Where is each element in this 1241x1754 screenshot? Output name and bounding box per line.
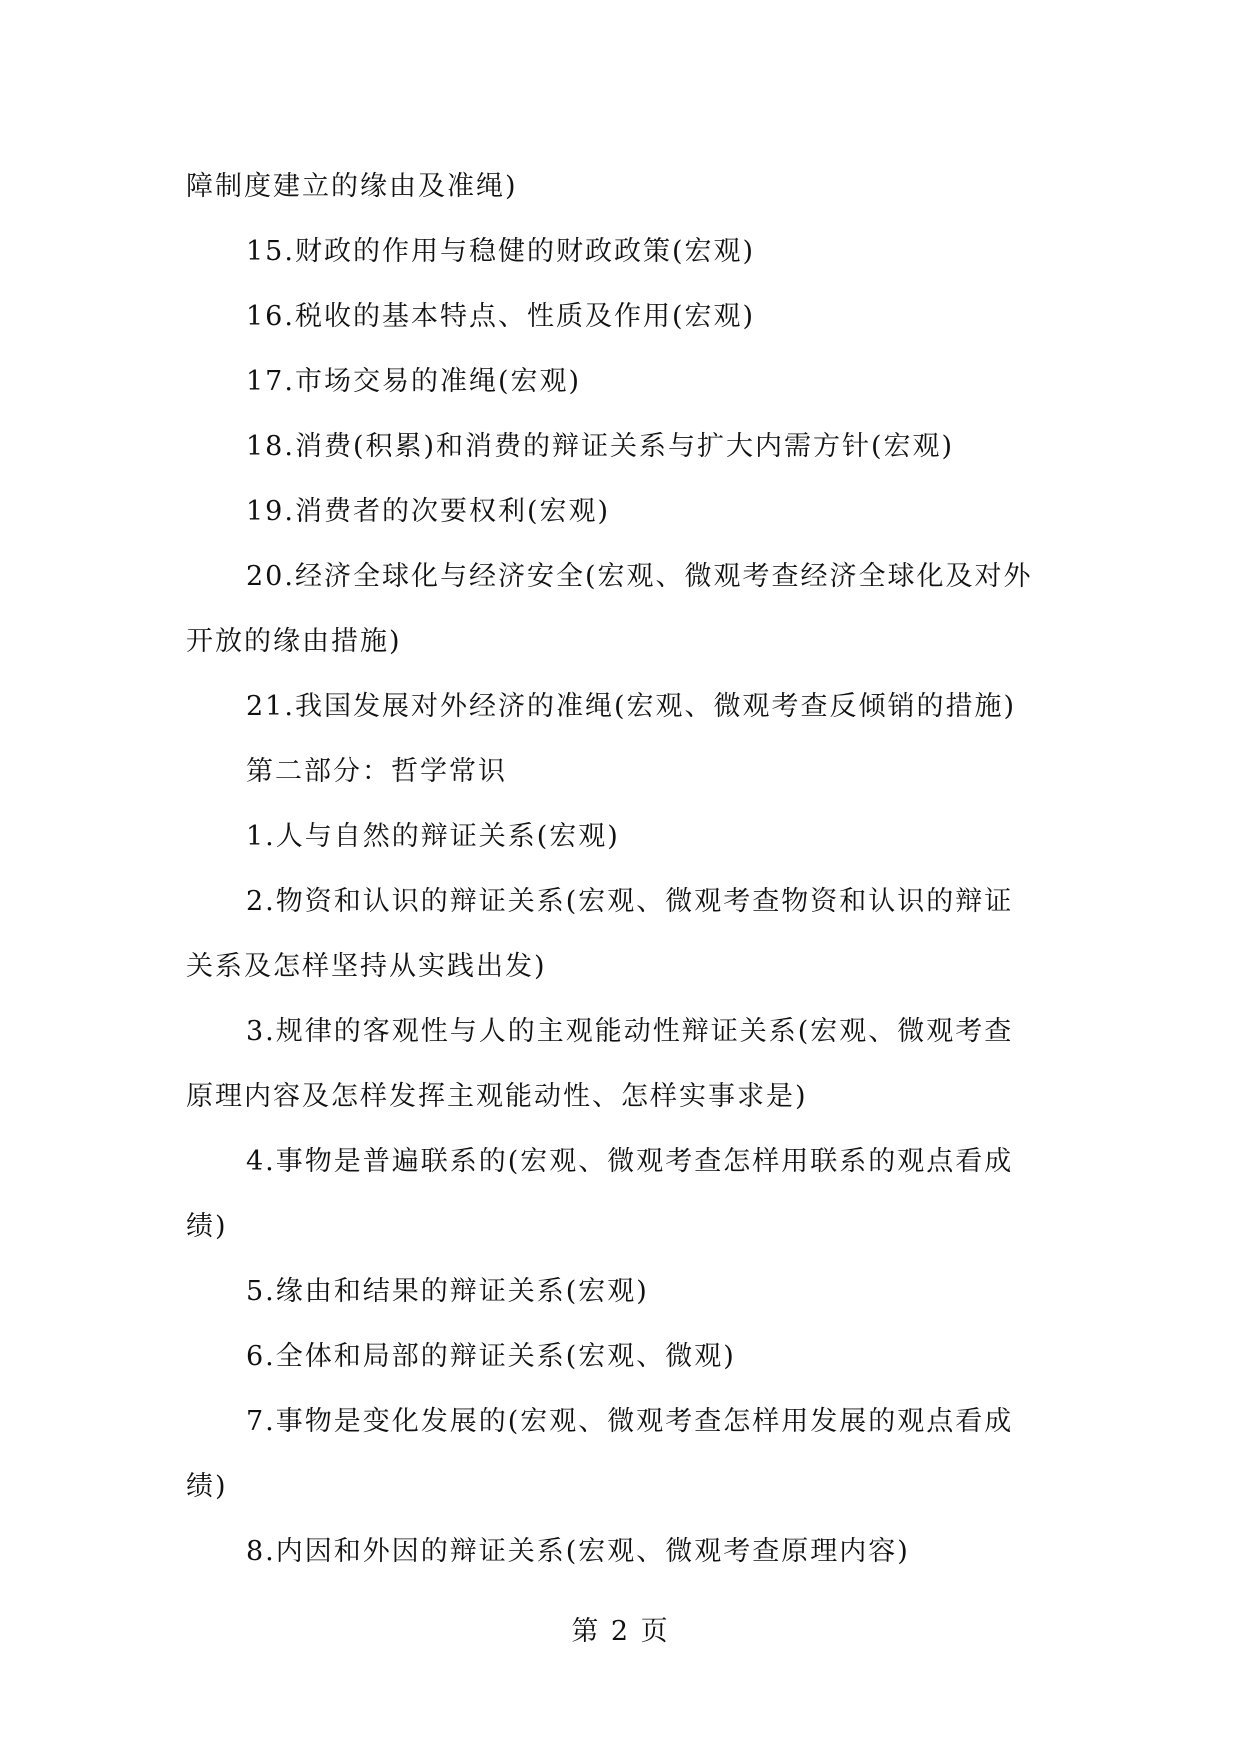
list-item-1: 1.人与自然的辩证关系(宏观) [246, 821, 620, 852]
list-item-3: 3.规律的客观性与人的主观能动性辩证关系(宏观、微观考查 [246, 1016, 1014, 1047]
list-item-6: 6.全体和局部的辩证关系(宏观、微观) [246, 1341, 736, 1372]
section-heading: 第二部分：哲学常识 [246, 756, 507, 787]
list-item-16: 16.税收的基本特点、性质及作用(宏观) [246, 301, 756, 332]
list-item-2: 2.物资和认识的辩证关系(宏观、微观考查物资和认识的辩证 [246, 886, 1014, 917]
list-item-4: 4.事物是普遍联系的(宏观、微观考查怎样用联系的观点看成 [246, 1146, 1014, 1177]
list-item-2-continuation: 关系及怎样坚持从实践出发) [186, 951, 547, 982]
page-footer: 第 2 页 [571, 1616, 670, 1647]
list-item-7: 7.事物是变化发展的(宏观、微观考查怎样用发展的观点看成 [246, 1406, 1014, 1437]
list-item-17: 17.市场交易的准绳(宏观) [246, 366, 582, 397]
list-item-8: 8.内因和外因的辩证关系(宏观、微观考查原理内容) [246, 1536, 910, 1567]
list-item-15: 15.财政的作用与稳健的财政政策(宏观) [246, 236, 756, 267]
list-item-3-continuation: 原理内容及怎样发挥主观能动性、怎样实事求是) [186, 1081, 808, 1112]
list-item-20-continuation: 开放的缘由措施) [186, 626, 402, 657]
list-item-19: 19.消费者的次要权利(宏观) [246, 496, 611, 527]
list-item-21: 21.我国发展对外经济的准绳(宏观、微观考查反倾销的措施) [246, 691, 1017, 722]
list-item-18: 18.消费(积累)和消费的辩证关系与扩大内需方针(宏观) [246, 431, 955, 462]
list-item-4-continuation: 绩) [186, 1211, 228, 1242]
list-item-20: 20.经济全球化与经济安全(宏观、微观考查经济全球化及对外 [246, 561, 1033, 592]
list-item-5: 5.缘由和结果的辩证关系(宏观) [246, 1276, 649, 1307]
text-line-continuation: 障制度建立的缘由及准绳) [186, 171, 518, 202]
list-item-7-continuation: 绩) [186, 1471, 228, 1502]
page-content [186, 154, 1066, 1584]
